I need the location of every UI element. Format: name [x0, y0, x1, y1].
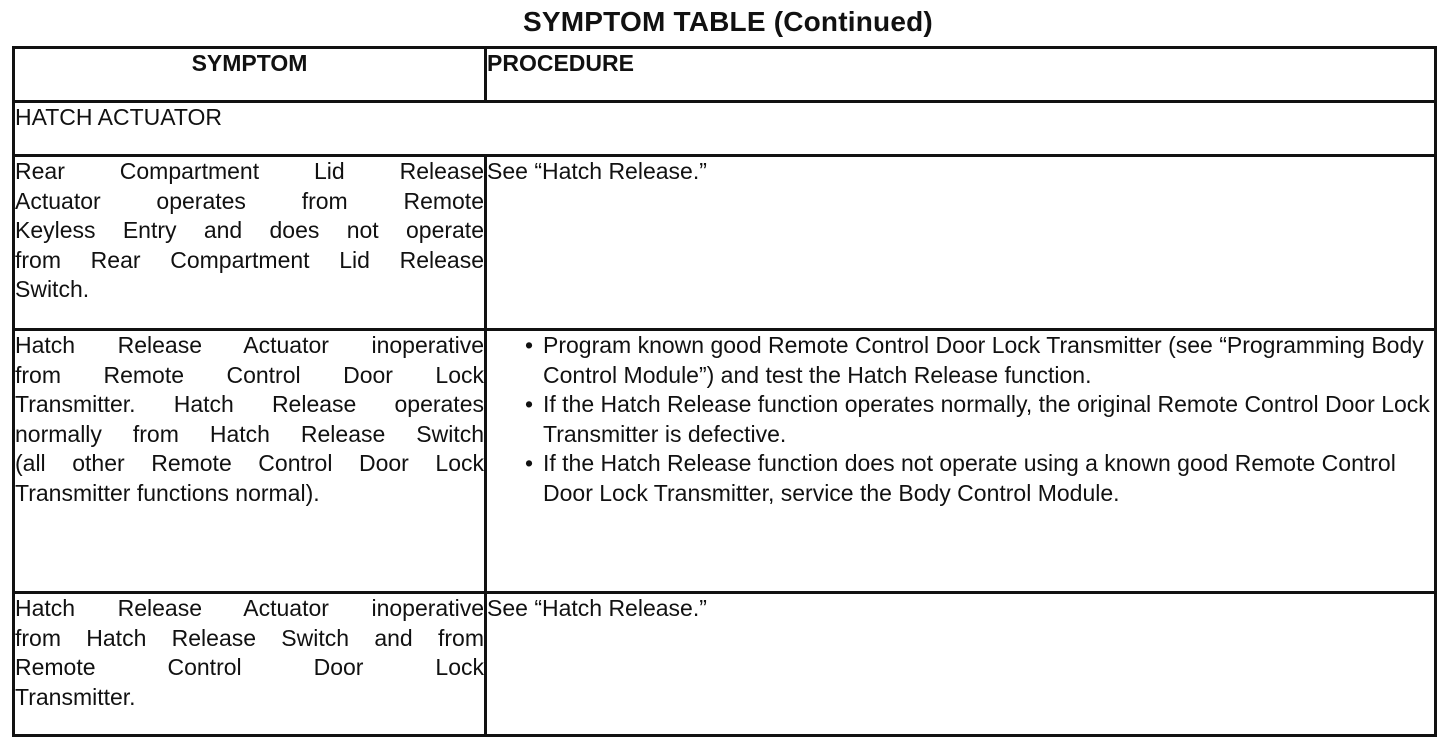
symptom-line: from Hatch Release Switch and from	[15, 624, 484, 651]
list-item-text: Program known good Remote Control Door Lock Transmitter (see “Programming Body Control Module”) and test the Hatch Release function.	[543, 332, 1424, 388]
table-row	[14, 156, 1436, 330]
symptom-line: from Remote Control Door Lock	[15, 361, 484, 388]
symptom-cell	[14, 593, 486, 736]
symptom-table	[12, 46, 1437, 737]
symptom-line: from Rear Compartment Lid Release	[15, 246, 484, 273]
header-row	[14, 48, 1436, 102]
symptom-line: Actuator operates from Remote	[15, 187, 484, 214]
symptom-cell	[14, 330, 486, 593]
section-row	[14, 102, 1436, 156]
symptom-line: Keyless Entry and does not operate	[15, 217, 484, 243]
symptom-line: Transmitter. Hatch Release operates	[15, 391, 484, 417]
bullet-icon: •	[525, 450, 534, 476]
list-item-text: If the Hatch Release function operates normally, the original Remote Control Door Lock Transmitter is defective.	[543, 391, 1430, 447]
procedure-list	[487, 331, 1434, 508]
symptom-line: (all other Remote Control Door Lock	[15, 450, 484, 476]
bullet-icon: •	[525, 391, 534, 417]
list-item	[525, 449, 1434, 508]
list-item	[525, 390, 1434, 449]
symptom-line: Transmitter.	[15, 683, 136, 710]
page-title: SYMPTOM TABLE (Continued)	[523, 6, 933, 37]
table-row	[14, 330, 1436, 593]
symptom-line: Hatch Release Actuator inoperative	[15, 595, 484, 621]
list-item	[525, 331, 1434, 390]
symptom-column-header: SYMPTOM	[14, 48, 486, 102]
procedure-column-header: PROCEDURE	[486, 48, 1436, 102]
bullet-icon: •	[525, 332, 534, 358]
table-row	[14, 593, 1436, 736]
symptom-line: Transmitter functions normal).	[15, 479, 320, 506]
symptom-line: Remote Control Door Lock	[15, 654, 484, 680]
symptom-line: Hatch Release Actuator inoperative	[15, 332, 484, 358]
section-heading: HATCH ACTUATOR	[14, 102, 1436, 156]
symptom-line: Switch.	[15, 276, 90, 302]
list-item-text: If the Hatch Release function does not operate using a known good Remote Control Door Lock Transmitter, service the Body Control Module.	[543, 450, 1396, 506]
symptom-cell	[14, 156, 486, 330]
procedure-cell: See “Hatch Release.”	[486, 156, 1436, 330]
symptom-line: Rear Compartment Lid Release	[15, 158, 484, 184]
procedure-cell	[486, 330, 1436, 593]
procedure-cell: See “Hatch Release.”	[486, 593, 1436, 736]
symptom-line: normally from Hatch Release Switch	[15, 420, 484, 447]
